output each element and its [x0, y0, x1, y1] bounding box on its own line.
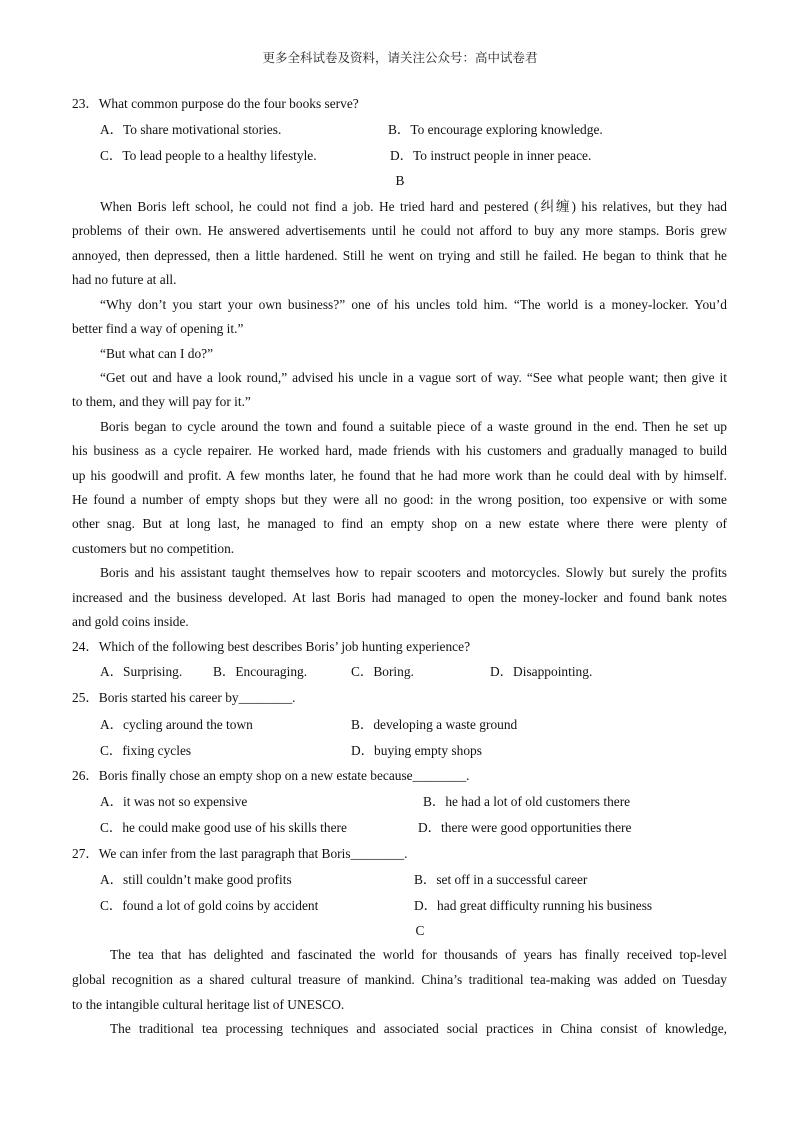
question-26-option-b: B．he had a lot of old customers there	[423, 794, 631, 809]
passage-b-p6-line2: increased and the business developed. At last Boris had managed to open the money-locker and found bank notes	[72, 590, 727, 605]
passage-b-p5-line4: He found a number of empty shops but they were all no good: in the wrong position, too expensive or with some	[72, 492, 727, 507]
question-27-option-a: A．still couldn’t make good profits	[100, 872, 292, 887]
question-25-option-d: D．buying empty shops	[351, 743, 482, 758]
passage-b-p4-line2: to them, and they will pay for it.”	[72, 394, 251, 409]
passage-b-p1-line2: problems of their own. He answered advertisements until he could not afford to buy any more stamps. Boris grew	[72, 223, 727, 238]
passage-b-p5-line6: customers but no competition.	[72, 541, 235, 556]
question-25-option-b: B．developing a waste ground	[351, 717, 518, 732]
passage-b-p5-line3: up his goodwill and profit. A few months later, he found that he had more work than he could deal with by himself.	[72, 468, 727, 483]
question-24-option-b: B．Encouraging.	[213, 664, 308, 679]
question-25-stem: 25．Boris started his career by________.	[72, 690, 296, 705]
question-24-option-c: C．Boring.	[351, 664, 414, 679]
passage-b-p1-line1: When Boris left school, he could not find a job. He tried hard and pestered (纠缠) his relatives, but they had	[100, 199, 727, 214]
question-27-stem: 27．We can infer from the last paragraph that Boris________.	[72, 846, 408, 861]
passage-b-p6-line3: and gold coins inside.	[72, 614, 189, 629]
page-header: 更多全科试卷及资料，请关注公众号：高中试卷君	[262, 50, 538, 65]
passage-b-p2-line2: better find a way of opening it.”	[72, 321, 244, 336]
passage-b-p3: “But what can I do?”	[100, 346, 214, 361]
section-b-heading: B	[395, 173, 405, 188]
question-27-option-c: C．found a lot of gold coins by accident	[100, 898, 319, 913]
passage-c-p1-line2: global recognition as a shared cultural treasure of mankind. China’s traditional tea-making was added on Tuesday	[72, 972, 727, 987]
question-24-option-d: D．Disappointing.	[490, 664, 593, 679]
section-c-heading: C	[415, 923, 425, 938]
question-27-option-d: D．had great difficulty running his business	[414, 898, 653, 913]
question-25-option-c: C．fixing cycles	[100, 743, 192, 758]
passage-c-p1-line3: to the intangible cultural heritage list of UNESCO.	[72, 997, 345, 1012]
question-24-option-a: A．Surprising.	[100, 664, 183, 679]
passage-b-p5-line5: other snag. But at long last, he managed to find an empty shop on a new estate where there were plenty of	[72, 516, 727, 531]
question-23-option-b: B．To encourage exploring knowledge.	[388, 122, 603, 137]
question-23-stem: 23．What common purpose do the four books serve?	[72, 96, 359, 111]
question-26-stem: 26．Boris finally chose an empty shop on a new estate because________.	[72, 768, 470, 783]
passage-c-p1-line1: The tea that has delighted and fascinated the world for thousands of years has finally received top-level	[110, 947, 727, 962]
question-27-option-b: B．set off in a successful career	[414, 872, 588, 887]
passage-b-p1-line4: had no future at all.	[72, 272, 177, 287]
question-26-option-a: A．it was not so expensive	[100, 794, 248, 809]
question-24-stem: 24．Which of the following best describes Boris’ job hunting experience?	[72, 639, 471, 654]
passage-b-p2-line1: “Why don’t you start your own business?” one of his uncles told him. “The world is a money-locker. You’d	[100, 297, 727, 312]
question-26-option-c: C．he could make good use of his skills there	[100, 820, 347, 835]
question-23-option-a: A．To share motivational stories.	[100, 122, 282, 137]
passage-b-p4-line1: “Get out and have a look round,” advised his uncle in a vague sort of way. “See what people want; then give it	[100, 370, 727, 385]
passage-b-p6-line1: Boris and his assistant taught themselves how to repair scooters and motorcycles. Slowly but surely the profits	[100, 565, 727, 580]
question-26-option-d: D．there were good opportunities there	[418, 820, 632, 835]
question-23-option-c: C．To lead people to a healthy lifestyle.	[100, 148, 317, 163]
question-23-option-d: D．To instruct people in inner peace.	[390, 148, 592, 163]
passage-c-p2-line1: The traditional tea processing techniques and associated social practices in China consist of knowledge,	[110, 1021, 727, 1036]
passage-b-p5-line2: his business as a cycle repairer. He worked hard, made friends with his customers and gradually managed to build	[72, 443, 727, 458]
passage-b-p1-line3: annoyed, then depressed, then a little hardened. Still he went on trying and still he failed. He began to think that he	[72, 248, 727, 263]
question-25-option-a: A．cycling around the town	[100, 717, 253, 732]
passage-b-p5-line1: Boris began to cycle around the town and found a suitable piece of a waste ground in the end. Then he set up	[100, 419, 727, 434]
